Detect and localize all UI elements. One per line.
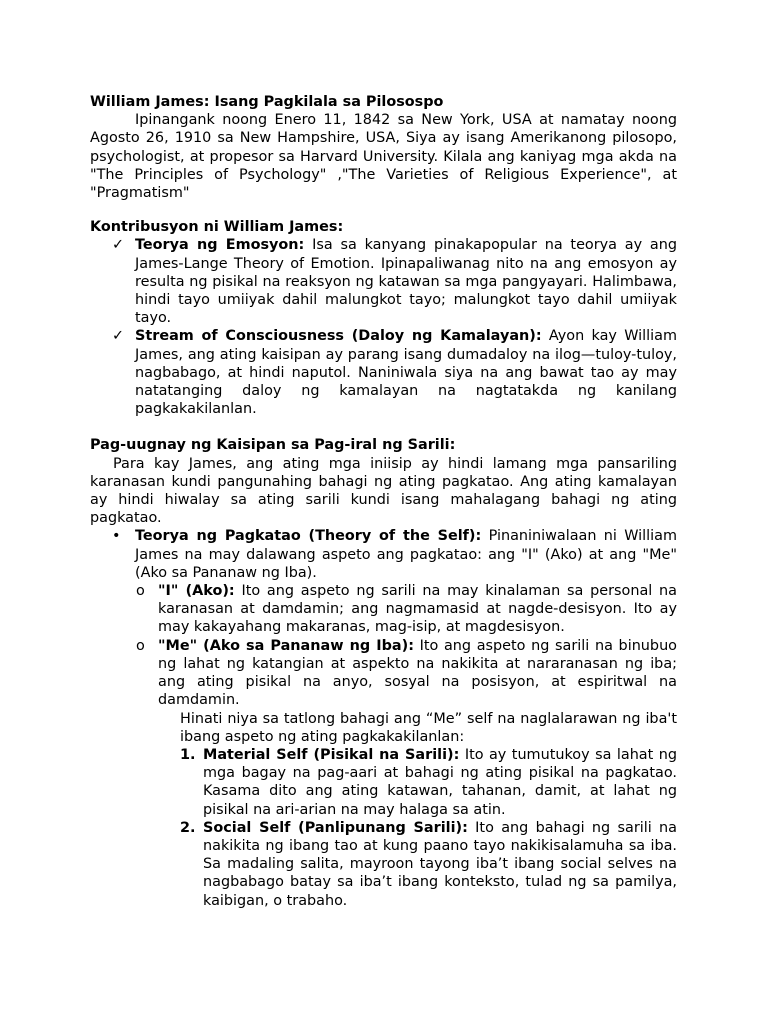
item-text: Ito ang aspeto ng sarili na may kinalaman sa personal na karanasan at damdamin; ang nagmamasid at nagde-desisyon. Ito ay may kakayahang makaranas, mag-isip, at magdesisyon. (158, 583, 677, 636)
checkmark-icon: ✓ (112, 328, 125, 345)
intro-paragraph: Ipinangank noong Enero 11, 1842 sa New York, USA at namatay noong Agosto 26, 1910 sa New Hampshire, USA, Siya ay isang Amerikanong pilosopo, psychologist, at propesor sa Harvard University. Kilala ang kaniyag mga akda na "The Principles of Psychology" ,"The Varieties of Religious Experience", at "Pragmatism" (90, 112, 677, 202)
item-term: Teorya ng Pagkatao (Theory of the Self): (135, 528, 482, 545)
item-text: Pinaniniwalaan ni William James na may dalawang aspeto ang pagkatao: ang "I" (Ako) at ang "Me" (Ako sa Pananaw ng Iba). (135, 528, 678, 581)
sub-list-item (90, 582, 677, 637)
sub-list-item (90, 637, 677, 710)
numbered-item (90, 746, 677, 819)
item-text: Isa sa kanyang pinakapopular na teorya ay ang James-Lange Theory of Emotion. Ipinapaliwanag nito na ang emosyon ay resulta ng pisikal na reaksyon ng katawan sa mga pangyayari. Halimbawa, hindi tayo umiiyak dahil malungkot tayo; malungkot tayo dahil umiiyak tayo. (135, 237, 677, 327)
checkmark-icon: ✓ (112, 237, 125, 254)
bullet-icon: • (112, 528, 121, 545)
item-term: "I" (Ako): (158, 583, 235, 600)
section-heading-kontribusyon: Kontribusyon ni William James: (90, 219, 344, 236)
circle-bullet-icon: o (136, 583, 145, 600)
section-paragraph: Para kay James, ang ating mga iniisip ay hindi lamang mga pansariling karanasan kundi pangunahing bahagi ng ating pagkatao. Ang ating kamalayan ay hindi hiwalay sa ating sarili kundi isang mahalagang bahagi ng ating pagkatao. (90, 455, 677, 527)
item-text: Ito ay tumutukoy sa lahat ng mga bagay na pag-aari at bahagi ng ating pisikal na pagkatao. Kasama dito ang ating katawan, tahanan, damit, at lahat ng pisikal na ari-arian na may halaga sa atin. (203, 746, 678, 818)
item-term: Social Self (Panlipunang Sarili): (203, 819, 468, 836)
item-term: "Me" (Ako sa Pananaw ng Iba): (158, 637, 414, 654)
list-item (90, 236, 677, 327)
section-heading-pag-uugnay: Pag-uugnay ng Kaisipan sa Pag-iral ng Sarili: (90, 437, 456, 454)
me-intro-paragraph: Hinati niya sa tatlong bahagi ang “Me” self na naglalarawan ng iba't ibang aspeto ng ating pagkakakilanlan: (180, 710, 677, 745)
item-term: Stream of Consciousness (Daloy ng Kamalayan): (135, 328, 542, 345)
numbered-item (90, 819, 677, 910)
document-body (90, 93, 677, 910)
item-text: Ayon kay William James, ang ating kaisipan ay parang isang dumadaloy na ilog—tuloy-tuloy, nagbabago, at hindi naputol. Naniniwala siya na ang bawat tao ay may natatanging daloy ng kamalayan na nagtatakda ng kanilang pagkakakilanlan. (135, 328, 677, 418)
list-item (90, 527, 677, 582)
item-text: Ito ang bahagi ng sarili na nakikita ng ibang tao at kung paano tayo nakikisalamuha sa iba. Sa madaling salita, mayroon tayong iba’t ibang social selves na nagbabago batay sa iba’t ibang konteksto, tulad ng sa pamilya, kaibigan, o trabaho. (203, 819, 677, 909)
item-term: Material Self (Pisikal na Sarili): (203, 746, 460, 763)
item-number: 1. (180, 746, 196, 763)
circle-bullet-icon: o (136, 637, 145, 654)
item-term: Teorya ng Emosyon: (135, 237, 305, 254)
document-title: William James: Isang Pagkilala sa Pilosospo (90, 94, 444, 110)
item-number: 2. (180, 819, 196, 836)
item-text: Ito ang aspeto ng sarili na binubuo ng lahat ng katangian at aspekto na nakikita at nararanasan ng iba; ang ating pisikal na anyo, sosyal na posisyon, at espiritwal na damdamin. (158, 637, 677, 709)
list-item (90, 327, 677, 418)
